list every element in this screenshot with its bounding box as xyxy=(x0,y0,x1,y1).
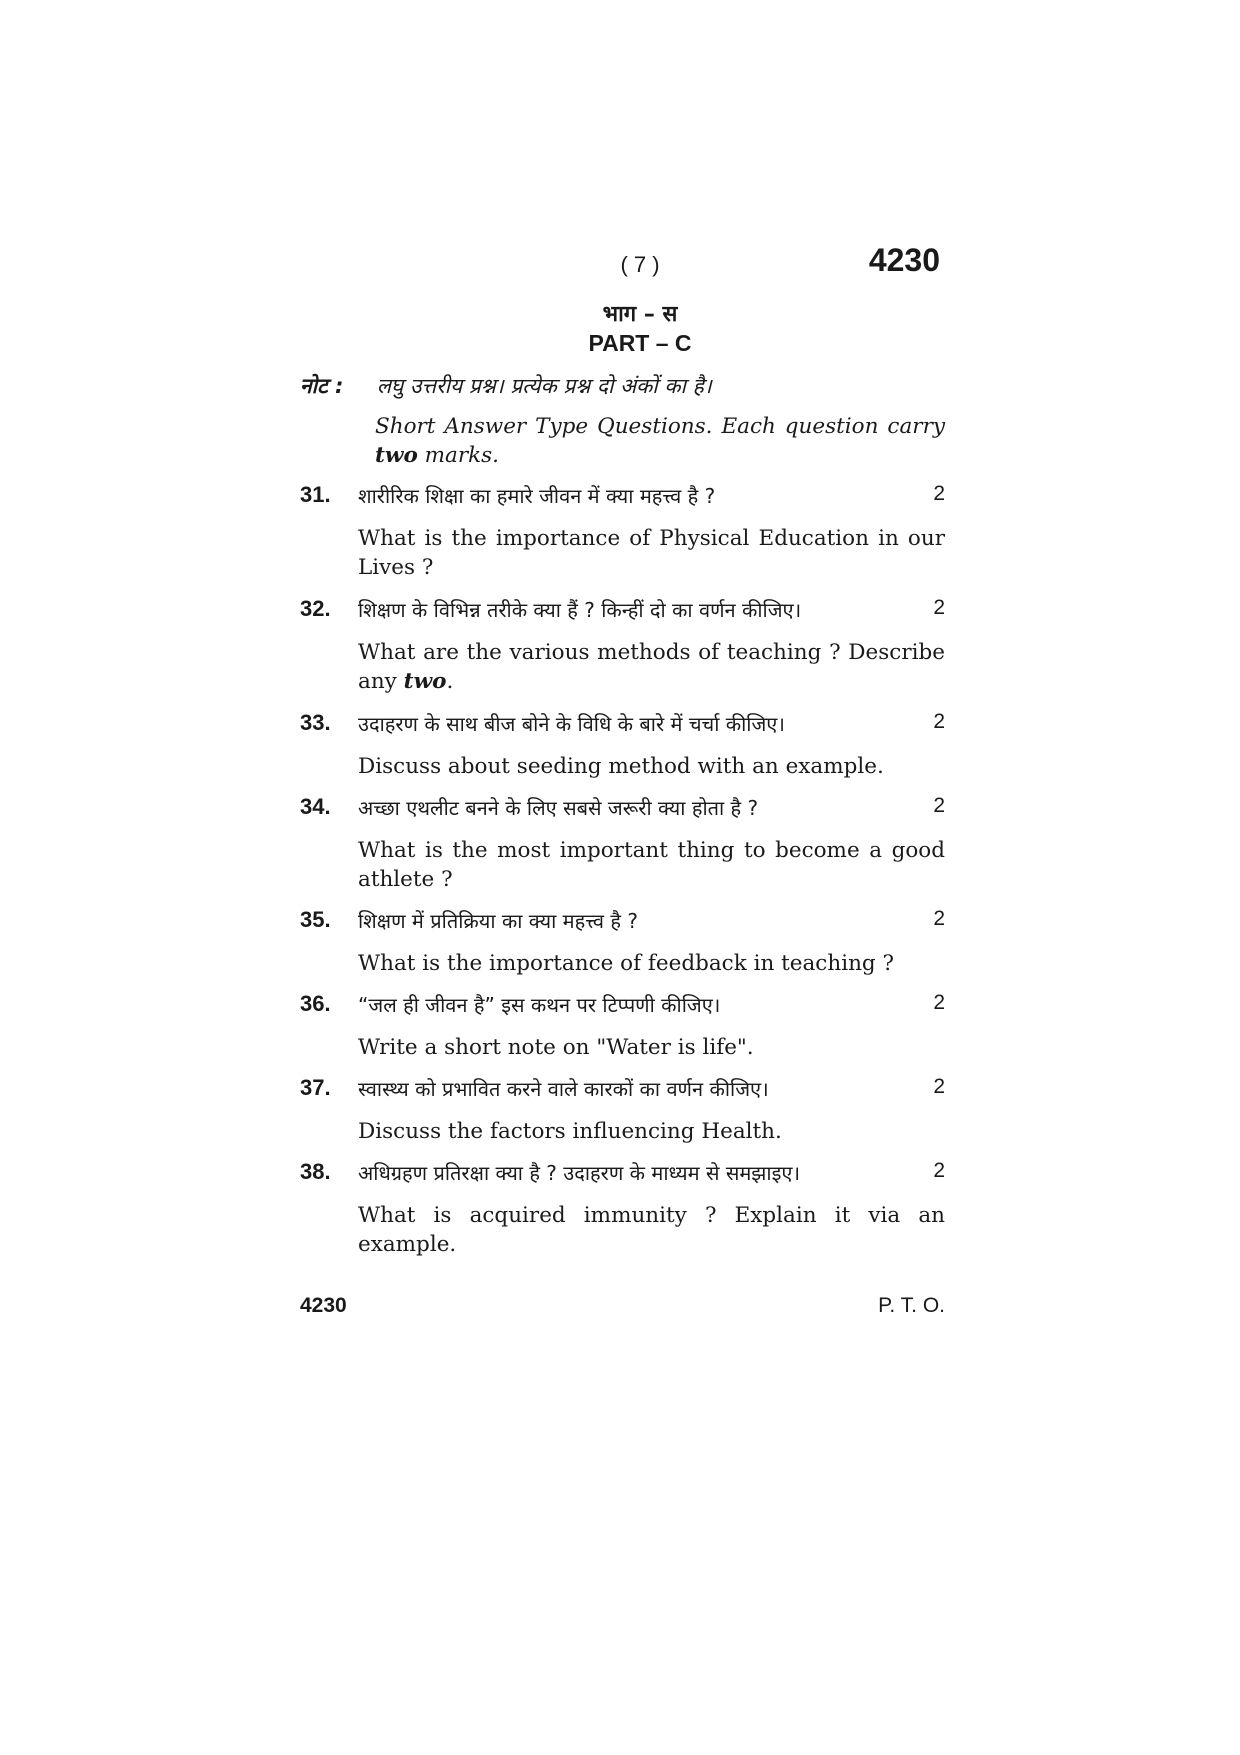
question-marks: 2 xyxy=(933,710,945,733)
note-hindi-text: लघु उत्तरीय प्रश्न। प्रत्येक प्रश्न दो अंकों का है। xyxy=(376,374,712,398)
question-marks: 2 xyxy=(933,482,945,505)
question-english xyxy=(358,638,945,696)
note-english-tail: marks. xyxy=(417,443,499,468)
paper-code-header: 4230 xyxy=(868,242,940,278)
question-38 xyxy=(300,1159,945,1259)
note-label: नोट : xyxy=(300,374,344,398)
question-hindi: उदाहरण के साथ बीज बोने के विधि के बारे में चर्चा कीजिए। xyxy=(358,712,785,736)
question-hindi: शिक्षण के विभिन्न तरीके क्या हैं ? किन्हीं दो का वर्णन कीजिए। xyxy=(358,598,802,622)
question-33 xyxy=(300,710,945,781)
question-number: 37. xyxy=(300,1075,331,1100)
question-english: Discuss the factors influencing Health. xyxy=(358,1119,782,1144)
note-english xyxy=(375,412,945,470)
question-english-text: What are the various methods of teaching ? Describe any xyxy=(358,640,945,694)
paper-code-footer: 4230 xyxy=(300,1294,347,1317)
part-title-hindi: भाग – स xyxy=(602,302,678,327)
question-hindi: शिक्षण में प्रतिक्रिया का क्या महत्त्व है ? xyxy=(358,909,638,933)
question-35 xyxy=(300,907,945,978)
pto-label: P. T. O. xyxy=(878,1294,945,1317)
question-31 xyxy=(300,482,945,582)
question-english: Write a short note on "Water is life". xyxy=(358,1035,754,1060)
question-marks: 2 xyxy=(933,1159,945,1182)
note-english-bold: two xyxy=(375,443,418,468)
question-marks: 2 xyxy=(933,596,945,619)
question-hindi: “जल ही जीवन है” इस कथन पर टिप्पणी कीजिए। xyxy=(358,993,721,1017)
question-english-tail: . xyxy=(446,669,454,694)
question-hindi: अधिग्रहण प्रतिरक्षा क्या है ? उदाहरण के माध्यम से समझाइए। xyxy=(358,1161,801,1185)
question-marks: 2 xyxy=(933,991,945,1014)
question-number: 32. xyxy=(300,596,331,621)
part-title-english: PART – C xyxy=(588,330,692,356)
page-number: ( 7 ) xyxy=(620,252,660,277)
question-hindi: स्वास्थ्य को प्रभावित करने वाले कारकों का वर्णन कीजिए। xyxy=(358,1077,769,1101)
question-english: What is acquired immunity ? Explain it via an example. xyxy=(358,1203,945,1257)
question-english: Discuss about seeding method with an example. xyxy=(358,754,884,779)
question-hindi: शारीरिक शिक्षा का हमारे जीवन में क्या महत्त्व है ? xyxy=(358,484,716,508)
question-number: 34. xyxy=(300,794,331,819)
question-marks: 2 xyxy=(933,794,945,817)
question-34 xyxy=(300,794,945,894)
note-english-text: Short Answer Type Questions. Each question carry xyxy=(375,414,945,439)
question-36 xyxy=(300,991,945,1062)
question-english-bold: two xyxy=(403,669,447,694)
question-number: 33. xyxy=(300,710,331,735)
question-37 xyxy=(300,1075,945,1146)
question-english: What is the importance of Physical Education in our Lives ? xyxy=(358,526,945,580)
question-hindi: अच्छा एथलीट बनने के लिए सबसे जरूरी क्या होता है ? xyxy=(358,796,759,820)
question-32 xyxy=(300,596,945,696)
question-number: 38. xyxy=(300,1159,331,1184)
question-number: 35. xyxy=(300,907,331,932)
question-number: 36. xyxy=(300,991,331,1016)
question-english: What is the importance of feedback in teaching ? xyxy=(358,951,895,976)
note-hindi xyxy=(300,372,945,400)
question-marks: 2 xyxy=(933,907,945,930)
question-number: 31. xyxy=(300,482,331,507)
question-english: What is the most important thing to become a good athlete ? xyxy=(358,838,945,892)
question-marks: 2 xyxy=(933,1075,945,1098)
